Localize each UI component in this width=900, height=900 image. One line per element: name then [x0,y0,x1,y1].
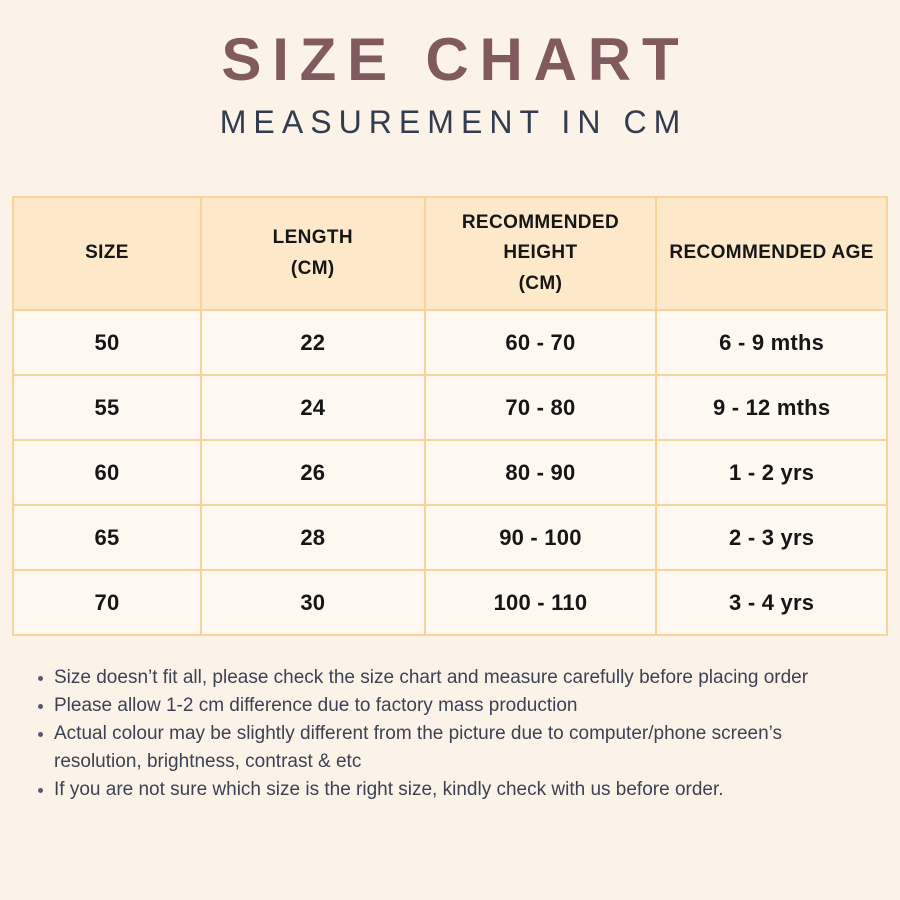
column-header-unit: (CM) [518,272,563,294]
column-header-label: SIZE [85,242,129,264]
table-cell-size: 65 [13,505,201,570]
column-header-recommended-age [656,197,887,310]
note-item: If you are not sure which size is the right size, kindly check with us before order. [30,776,870,804]
table-cell-size: 70 [13,570,201,635]
column-header-label: LENGTH [272,227,353,249]
table-row [13,375,887,440]
table-cell-length: 26 [201,440,425,505]
table-row [13,505,887,570]
page-title: SIZE CHART [221,26,690,93]
table-cell-size: 55 [13,375,201,440]
table-cell-length: 22 [201,310,425,375]
table-cell-age: 6 - 9 mths [656,310,887,375]
table-cell-age: 2 - 3 yrs [656,505,887,570]
table-cell-age: 3 - 4 yrs [656,570,887,635]
table-cell-length: 28 [201,505,425,570]
table-cell-height: 80 - 90 [425,440,657,505]
column-header-size [13,197,201,310]
table-cell-height: 100 - 110 [425,570,657,635]
table-cell-length: 24 [201,375,425,440]
note-item: Please allow 1-2 cm difference due to factory mass production [30,692,870,720]
column-header-label: RECOMMENDED HEIGHT [461,211,620,264]
table-cell-length: 30 [201,570,425,635]
page-subtitle: MEASUREMENT IN CM [219,104,688,140]
note-item: Actual colour may be slightly different from the picture due to computer/phone screen’s resolution, brightness, contrast & etc [30,720,870,776]
note-item: Size doesn’t fit all, please check the size chart and measure carefully before placing order [30,664,870,692]
size-table [12,196,888,636]
column-header-length [201,197,425,310]
column-header-unit: (CM) [290,257,335,279]
table-cell-size: 50 [13,310,201,375]
table-cell-size: 60 [13,440,201,505]
table-row [13,440,887,505]
table-row [13,310,887,375]
table-cell-height: 90 - 100 [425,505,657,570]
column-header-label: RECOMMENDED AGE [669,242,874,264]
notes-list [30,664,870,804]
column-header-recommended-height [425,197,657,310]
table-cell-age: 1 - 2 yrs [656,440,887,505]
table-row [13,570,887,635]
table-cell-age: 9 - 12 mths [656,375,887,440]
table-cell-height: 70 - 80 [425,375,657,440]
size-table-body [13,310,887,635]
table-cell-height: 60 - 70 [425,310,657,375]
size-table-header [13,197,887,310]
header-row [13,197,887,310]
